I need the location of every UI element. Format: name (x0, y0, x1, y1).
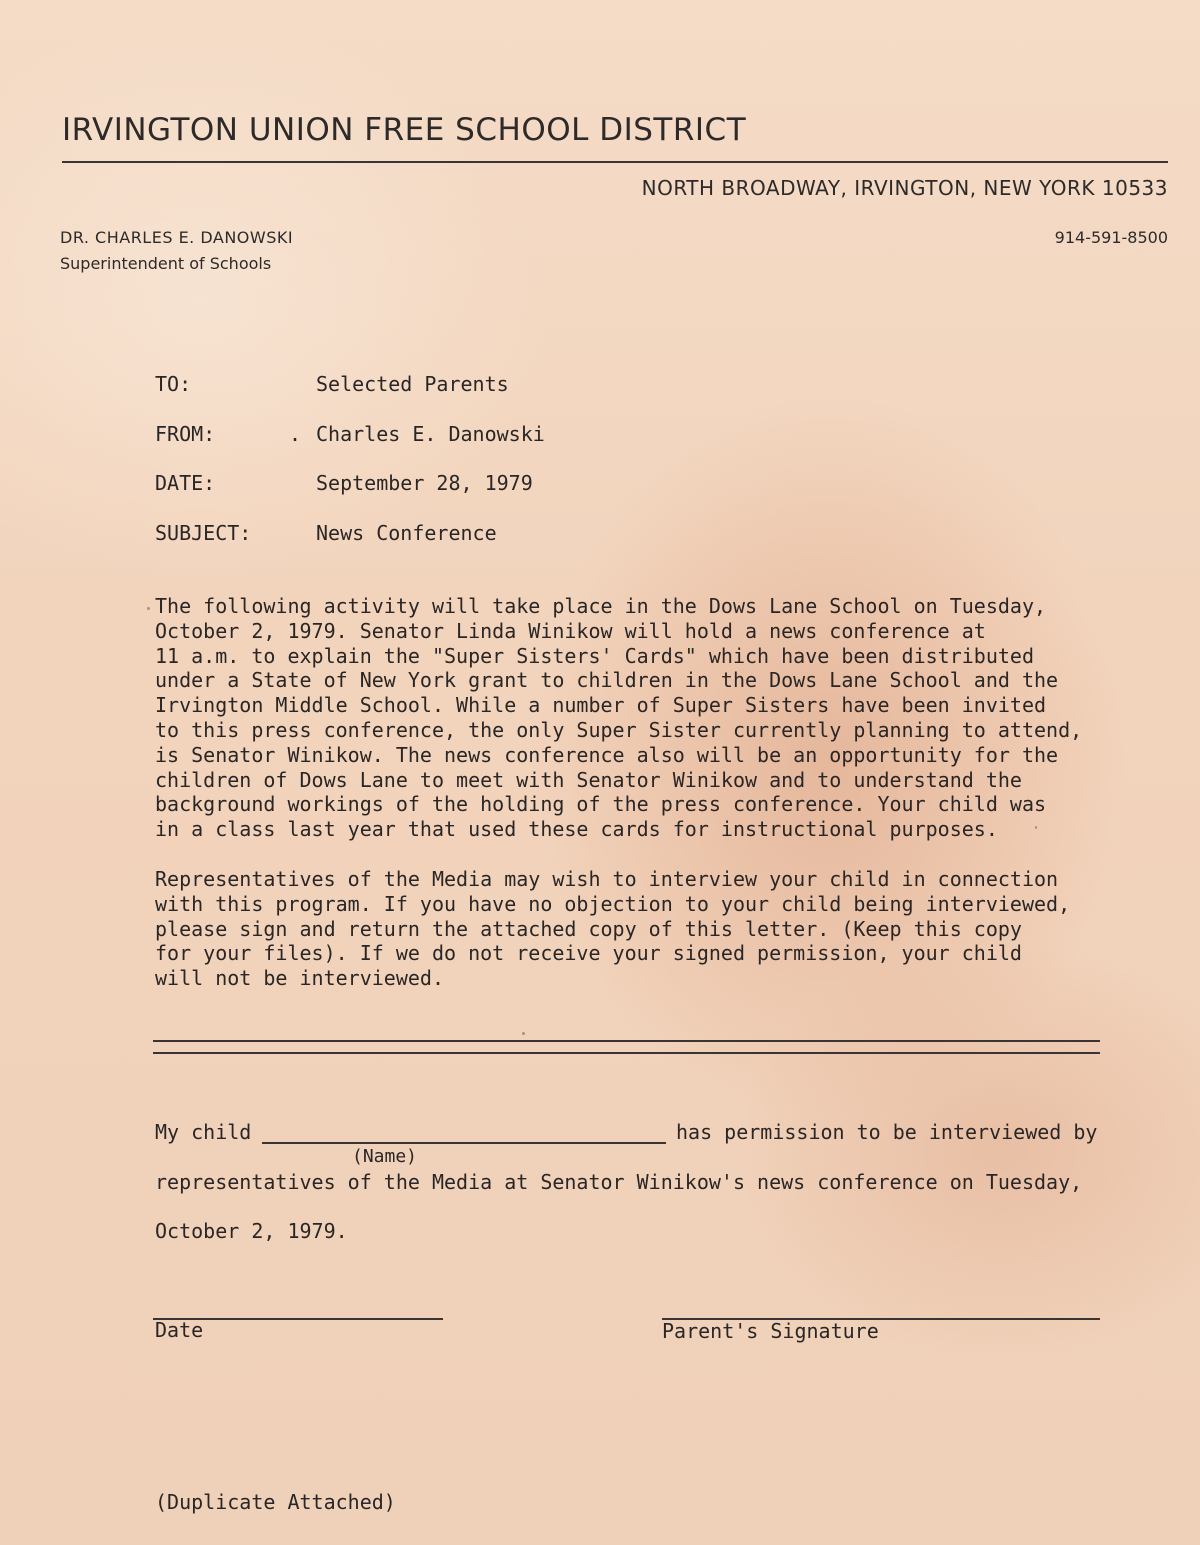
duplicate-note: (Duplicate Attached) (155, 1490, 396, 1514)
paragraph-line: children of Dows Lane to meet with Senator Winikow and to understand the (155, 767, 1022, 792)
memo-to-label: TO: (155, 372, 192, 396)
permission-line-2: representatives of the Media at Senator Winikow's news conference on Tuesday, (155, 1170, 1083, 1194)
body-paragraph-1 (155, 594, 1082, 842)
paragraph-line: 11 a.m. to explain the "Super Sisters' Cards" which have been distributed (155, 643, 1034, 668)
paragraph-line: is Senator Winikow. The news conference also will be an opportunity for the (155, 742, 1059, 767)
paragraph-line: The following activity will take place in the Dows Lane School on Tuesday, (155, 594, 1047, 618)
cut-line-bottom (153, 1052, 1100, 1054)
paper-speck (1035, 826, 1037, 829)
parent-signature-label: Parent's Signature (662, 1319, 879, 1343)
district-name: IRVINGTON UNION FREE SCHOOL DISTRICT (62, 112, 747, 148)
superintendent-title: Superintendent of Schools (60, 254, 272, 273)
paper-speck (147, 607, 150, 610)
paragraph-line: for your files). If we do not receive your signed permission, your child (155, 941, 1022, 966)
name-caption: (Name) (352, 1146, 418, 1167)
paragraph-line: to this press conference, the only Super Sister currently planning to attend, (155, 717, 1083, 742)
district-address: NORTH BROADWAY, IRVINGTON, NEW YORK 10533 (641, 176, 1168, 200)
superintendent-name: DR. CHARLES E. DANOWSKI (60, 228, 294, 247)
memo-from-mark: . (289, 422, 302, 446)
memo-subject-value: News Conference (316, 521, 497, 545)
paragraph-line: background workings of the holding of the press conference. Your child was (155, 792, 1047, 817)
district-phone: 914-591-8500 (1054, 228, 1168, 247)
permission-my-child: My child (155, 1120, 252, 1144)
paragraph-line: Irvington Middle School. While a number of Super Sisters have been invited (155, 693, 1047, 718)
paragraph-line: will not be interviewed. (155, 966, 444, 991)
memo-from-value: Charles E. Danowski (316, 422, 545, 446)
paragraph-line: please sign and return the attached copy of this letter. (Keep this copy (155, 916, 1022, 941)
memo-to-value: Selected Parents (316, 372, 509, 396)
paper-speck (522, 1032, 525, 1035)
paragraph-line: October 2, 1979. Senator Linda Winikow will hold a news conference at (155, 618, 986, 643)
body-paragraph-2 (155, 867, 1070, 991)
header-rule (62, 161, 1168, 163)
permission-has-permission: has permission to be interviewed by (676, 1120, 1098, 1144)
memo-date-value: September 28, 1979 (316, 471, 533, 495)
paragraph-line: in a class last year that used these cards for instructional purposes. (155, 817, 998, 842)
permission-line-3: October 2, 1979. (155, 1219, 348, 1243)
paragraph-line: with this program. If you have no objection to your child being interviewed, (155, 891, 1071, 916)
memo-date-label: DATE: (155, 471, 216, 495)
child-name-blank[interactable] (262, 1142, 666, 1144)
paragraph-line: under a State of New York grant to children in the Dows Lane School and the (155, 668, 1059, 693)
memo-subject-label: SUBJECT: (155, 521, 252, 545)
date-signature-label: Date (155, 1318, 204, 1342)
memo-from-label: FROM: (155, 422, 216, 446)
cut-line-top (153, 1040, 1100, 1042)
paragraph-line: Representatives of the Media may wish to interview your child in connection (155, 867, 1059, 891)
